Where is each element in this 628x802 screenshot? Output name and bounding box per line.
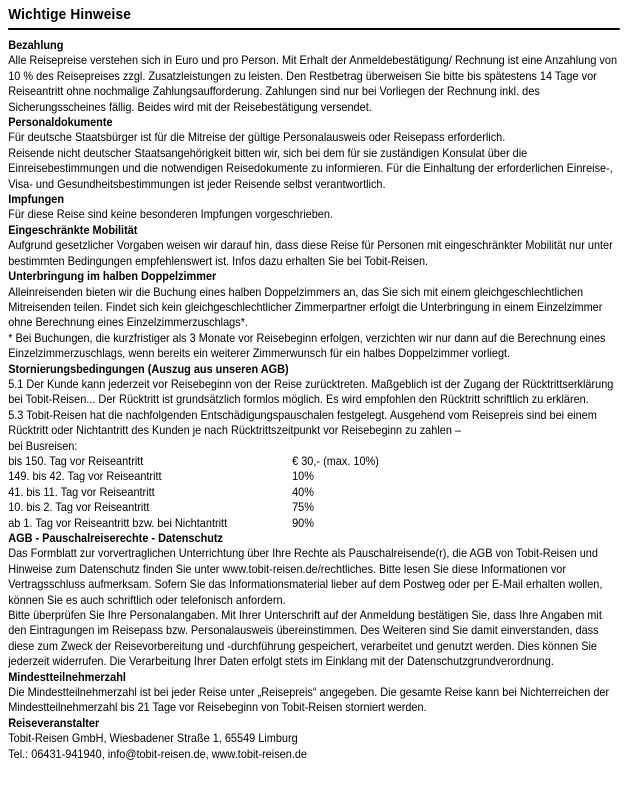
section-heading-5: Stornierungsbedingungen (Auszug aus unseren AGB)	[8, 361, 289, 376]
section-heading-7: Mindestteilnehmerzahl	[8, 669, 126, 684]
paragraph: Tobit-Reisen GmbH, Wiesbadener Straße 1, 65549 Limburg	[8, 731, 298, 746]
section-heading-6: AGB - Pauschalreiserechte - Datenschutz	[8, 531, 224, 545]
fee-value: € 30,- (max. 10%)	[292, 453, 379, 468]
section-heading-4: Unterbringung im halben Doppelzimmer	[8, 269, 217, 284]
section-heading-0: Bezahlung	[8, 38, 64, 52]
paragraph: * Bei Buchungen, die kurzfristiger als 3 Monate vor Reisebeginn erfolgen, verzichten wir nur dann auf die Berechnung eines Einzelzimmerzuschlags, wenn bereits ein weiterer Zimmerwunsch für ein halbes Doppelzimmer vorliegt.	[8, 330, 606, 361]
title-divider	[8, 28, 620, 30]
paragraph: Für deutsche Staatsbürger ist für die Mitreise der gültige Personalausweis oder Reisepass erforderlich.	[8, 130, 506, 145]
cancellation-fee-row	[8, 516, 620, 531]
section-heading-8: Reiseveranstalter	[8, 715, 100, 730]
cancellation-fee-row	[8, 469, 620, 484]
paragraph: Die Mindestteilnehmerzahl ist bei jeder Reise unter „Reisepreis“ angegeben. Die gesamte Reise kann bei Nichterreichen der Mindestteilnehmerzahl bis 21 Tage vor Reisebeginn von Tobit-Reisen storniert werden.	[8, 685, 610, 715]
section-heading-2: Impfungen	[8, 192, 64, 207]
section-heading-1: Personaldokumente	[8, 115, 113, 130]
cancellation-fee-row	[8, 454, 620, 469]
fee-period-label: 149. bis 42. Tag vor Reiseantritt	[8, 469, 162, 484]
paragraph: Für diese Reise sind keine besonderen Impfungen vorgeschrieben.	[8, 207, 333, 222]
cancellation-fee-row	[8, 485, 620, 500]
fee-period-label: ab 1. Tag vor Reiseantritt bzw. bei Nichtantritt	[8, 515, 228, 530]
paragraph: Reisende nicht deutscher Staatsangehörigkeit bitten wir, sich bei dem für sie zuständigen Konsulat über die Einreisebestimmungen und die notwendigen Reisedokumente zu informieren. Für die Einhaltung der erforderlichen Einreise-, Visa- und Gesundheitsbestimmungen ist jeder Reisende selbst verantwortlich.	[8, 145, 613, 191]
fee-value: 90%	[292, 515, 314, 530]
fee-period-label: 10. bis 2. Tag vor Reiseantritt	[8, 500, 150, 515]
paragraph: 5.1 Der Kunde kann jederzeit vor Reisebeginn von der Reise zurücktreten. Maßgeblich ist der Zugang der Rücktrittserklärung bei Tobit-Reisen... Der Rücktritt ist grundsätzlich formlos möglich. Es wird empfohlen den Rücktritt schriftlich zu erklären.	[8, 376, 614, 407]
paragraph: Alle Reisepreise verstehen sich in Euro und pro Person. Mit Erhalt der Anmeldebestätigung/ Rechnung ist eine Anzahlung von 10 % des Reisepreises zzgl. Zusatzleistungen zu leisten. Den Restbetrag überweisen Sie bitte bis spätestens 14 Tage vor Reiseantritt ohne nochmalige Zahlungsaufforderung. Zahlungen sind nur bei Vorliegen der Rechnung inkl. des Sicherungsscheines fällig. Beides wird mit der Reisebestätigung versendet.	[8, 53, 618, 114]
cancellation-fee-row	[8, 500, 620, 515]
fee-value: 10%	[292, 469, 314, 484]
fee-value: 40%	[292, 484, 314, 499]
paragraph: bei Busreisen:	[8, 438, 78, 453]
paragraph: Aufgrund gesetzlicher Vorgaben weisen wir darauf hin, dass diese Reise für Personen mit eingeschränkter Mobilität nur unter bestimmten Bedingungen empfehlenswert ist. Infos dazu erhalten Sie bei Tobit-Reisen.	[8, 238, 613, 268]
fee-value: 75%	[292, 500, 314, 515]
paragraph: Bitte überprüfen Sie Ihre Personalangaben. Mit Ihrer Unterschrift auf der Anmeldung bestätigen Sie, dass Ihre Angaben mit den Eintragungen im Reisepass bzw. Personalausweis übereinstimmen. Des Weiteren sind Sie damit einverstanden, dass diese zum Zweck der Reisevorbereitung und -durchführung gespeichert, verarbeitet und genutzt werden. Dies können Sie jederzeit widerrufen. Die Verarbeitung Ihrer Daten erfolgt stets im Einklang mit der Datenschutzgrundverordnung.	[8, 608, 602, 669]
paragraph: Alleinreisenden bieten wir die Buchung eines halben Doppelzimmers an, das Sie sich mit einem gleichgeschlechtlichen Mitreisenden teilen. Findet sich kein gleichgeschlechtlicher Zimmerpartner erfolgt die Unterbringung in einem Einzelzimmer ohne Berechnung eines Einzelzimmerzuschlags*.	[8, 284, 603, 330]
section-heading-3: Eingeschränkte Mobilität	[8, 222, 138, 237]
fee-period-label: 41. bis 11. Tag vor Reiseantritt	[8, 484, 155, 499]
fee-period-label: bis 150. Tag vor Reiseantritt	[8, 453, 144, 468]
paragraph: Tel.: 06431-941940, info@tobit-reisen.de, www.tobit-reisen.de	[8, 746, 308, 761]
page-title: Wichtige Hinweise	[8, 6, 132, 23]
paragraph: 5.3 Tobit-Reisen hat die nachfolgenden Entschädigungspauschalen festgelegt. Ausgehend vom Reisepreis sind bei einem Rücktritt oder Nichtantritt des Kunden je nach Rücktrittszeitpunkt vor Reisebeginn zu zahlen –	[8, 407, 597, 438]
document-body	[8, 38, 620, 762]
paragraph: Das Formblatt zur vorvertraglichen Unterrichtung über Ihre Rechte als Pauschalreisende(r), die AGB von Tobit-Reisen und Hinweise zum Datenschutz finden Sie unter www.tobit-reisen.de/rechtliches. Bitte lesen Sie diese Informationen vor Vertragsschluss aufmerksam. Sofern Sie das Informationsmaterial lieber auf dem Postweg oder per E-Mail erhalten wollen, können Sie es auch schriftlich oder telefonisch anfordern.	[8, 546, 603, 607]
